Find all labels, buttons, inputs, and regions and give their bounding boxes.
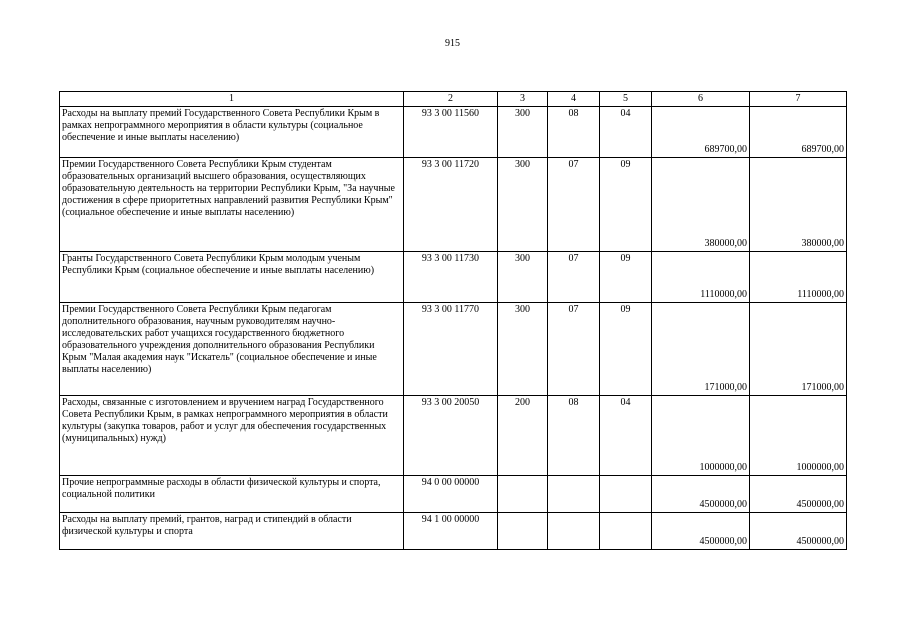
row-section: 08	[548, 107, 600, 158]
row-name: Премии Государственного Совета Республики Крым студентам образовательных организаций высшего образования, осуществляющих образовательную деятельность на территории Республики Крым, "За научные достижения в сфере приоритетных направлений развития Республики Крым" (социальное обеспечение и иные выплаты населению)	[60, 158, 404, 252]
row-section: 08	[548, 396, 600, 476]
row-name: Прочие непрограммные расходы в области физической культуры и спорта, социальной политики	[60, 476, 404, 513]
row-amount-2: 1110000,00	[750, 252, 847, 303]
row-name: Гранты Государственного Совета Республики Крым молодым ученым Республики Крым (социальное обеспечение и иные выплаты населению)	[60, 252, 404, 303]
col-header-amount-1: 6	[652, 92, 750, 107]
row-type: 300	[498, 158, 548, 252]
table-row	[60, 396, 847, 476]
col-header-amount-2: 7	[750, 92, 847, 107]
row-subsection	[600, 476, 652, 513]
row-subsection: 04	[600, 107, 652, 158]
row-amount-1: 380000,00	[652, 158, 750, 252]
table-row	[60, 107, 847, 158]
row-section: 07	[548, 252, 600, 303]
row-subsection: 09	[600, 303, 652, 396]
row-subsection: 04	[600, 396, 652, 476]
row-type: 300	[498, 252, 548, 303]
row-section: 07	[548, 303, 600, 396]
row-code: 93 3 00 20050	[404, 396, 498, 476]
row-code: 93 3 00 11730	[404, 252, 498, 303]
row-type: 200	[498, 396, 548, 476]
row-code: 94 0 00 00000	[404, 476, 498, 513]
row-type: 300	[498, 107, 548, 158]
row-amount-1: 689700,00	[652, 107, 750, 158]
budget-table	[59, 91, 847, 550]
row-amount-2: 689700,00	[750, 107, 847, 158]
row-amount-1: 4500000,00	[652, 513, 750, 550]
row-section	[548, 476, 600, 513]
col-header-type: 3	[498, 92, 548, 107]
table-row	[60, 303, 847, 396]
header-row	[60, 92, 847, 107]
row-amount-2: 1000000,00	[750, 396, 847, 476]
row-amount-1: 1110000,00	[652, 252, 750, 303]
row-type: 300	[498, 303, 548, 396]
row-section: 07	[548, 158, 600, 252]
table-row	[60, 158, 847, 252]
row-amount-2: 4500000,00	[750, 513, 847, 550]
row-subsection: 09	[600, 252, 652, 303]
row-amount-1: 4500000,00	[652, 476, 750, 513]
table-row	[60, 252, 847, 303]
row-type	[498, 513, 548, 550]
row-code: 94 1 00 00000	[404, 513, 498, 550]
col-header-name: 1	[60, 92, 404, 107]
row-subsection	[600, 513, 652, 550]
row-subsection: 09	[600, 158, 652, 252]
col-header-section: 4	[548, 92, 600, 107]
page-number: 915	[445, 38, 460, 49]
row-code: 93 3 00 11560	[404, 107, 498, 158]
row-code: 93 3 00 11770	[404, 303, 498, 396]
row-amount-2: 4500000,00	[750, 476, 847, 513]
row-amount-2: 171000,00	[750, 303, 847, 396]
row-name: Расходы на выплату премий, грантов, наград и стипендий в области физической культуры и спорта	[60, 513, 404, 550]
row-code: 93 3 00 11720	[404, 158, 498, 252]
table-row	[60, 476, 847, 513]
table-row	[60, 513, 847, 550]
row-amount-1: 1000000,00	[652, 396, 750, 476]
row-name: Расходы, связанные с изготовлением и вручением наград Государственного Совета Республики Крым, в рамках непрограммного мероприятия в области культуры (закупка товаров, работ и услуг для обеспечения государственных (муниципальных) нужд)	[60, 396, 404, 476]
col-header-code: 2	[404, 92, 498, 107]
row-type	[498, 476, 548, 513]
row-name: Расходы на выплату премий Государственного Совета Республики Крым в рамках непрограммного мероприятия в области культуры (социальное обеспечение и иные выплаты населению)	[60, 107, 404, 158]
row-section	[548, 513, 600, 550]
row-amount-2: 380000,00	[750, 158, 847, 252]
row-name: Премии Государственного Совета Республики Крым педагогам дополнительного образования, научным руководителям научно-исследовательских работ учащихся государственного бюджетного образовательного учреждения дополнительного образования Республики Крым "Малая академия наук "Искатель" (социальное обеспечение и иные выплаты населению)	[60, 303, 404, 396]
row-amount-1: 171000,00	[652, 303, 750, 396]
col-header-subsection: 5	[600, 92, 652, 107]
